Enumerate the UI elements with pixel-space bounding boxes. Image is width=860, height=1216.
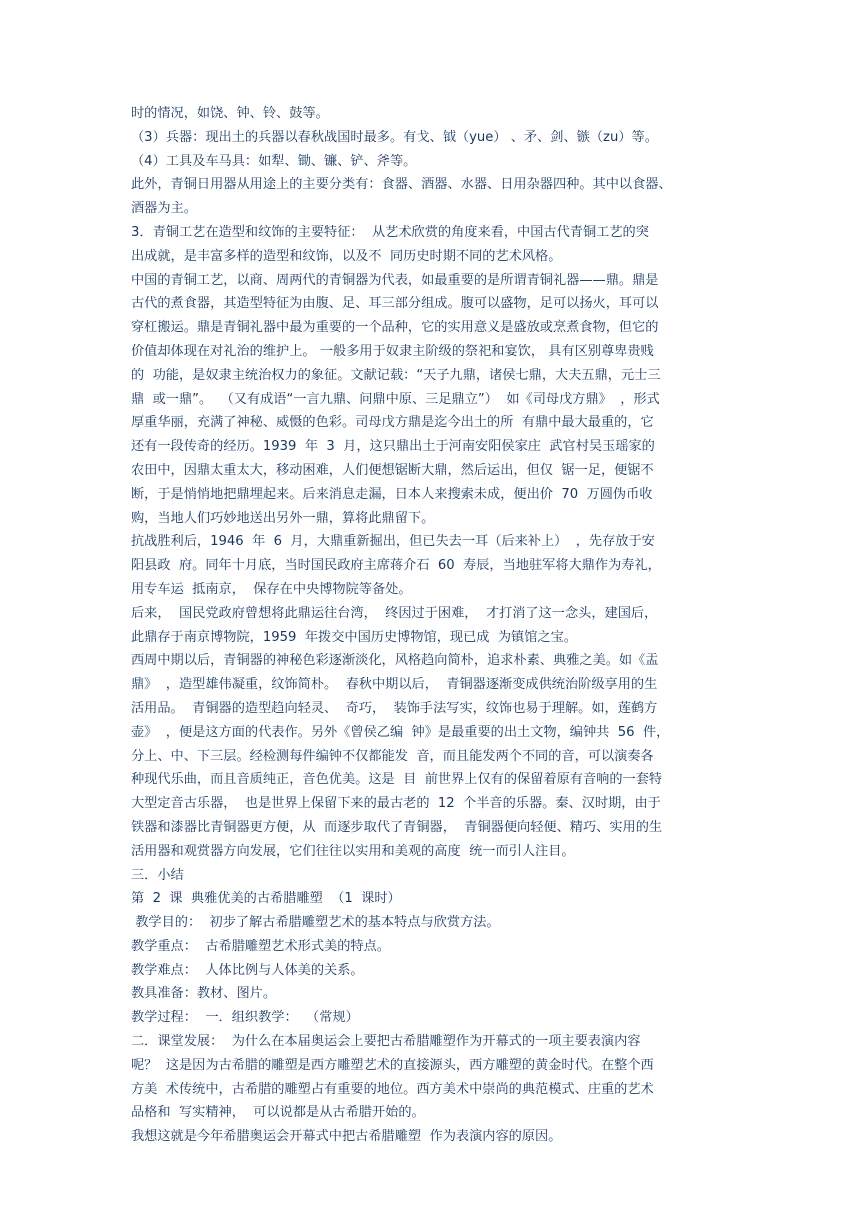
text-line: 种现代乐曲，而且音质纯正，音色优美。这是 目 前世界上仅有的保留着原有音响的一套特 (131, 772, 663, 788)
text-line: 活用器和观赏器方向发展，它们往往以实用和美观的高度 统一而引人注目。 (131, 843, 575, 859)
text-line: 的 功能，是奴隶主统治权力的象征。文献记载：“天子九鼎，诸侯七鼎，大夫五鼎，元士三 (131, 367, 661, 383)
text-line: 农田中，因鼎太重太大，移动困难，人们便想锯断大鼎，然后运出，但仅 锯一足，便锯不 (131, 462, 654, 478)
text-line: 此鼎存于南京博物院，1959 年拨交中国历史博物馆，现已成 为镇馆之宝。 (131, 629, 577, 645)
text-line: 西周中期以后，青铜器的神秘色彩逐渐淡化，风格趋向简朴，追求朴素、典雅之美。如《盂 (131, 653, 659, 669)
text-line: 分上、中、下三层。经检测每件编钟不仅都能发 音，而且能发两个不同的音，可以演奏各 (131, 748, 654, 764)
text-line: 方美 术传统中，古希腊的雕塑占有重要的地位。西方美术中崇尚的典范模式、庄重的艺术 (131, 1081, 654, 1097)
text-line: 断，于是悄悄地把鼎埋起来。后来消息走漏，日本人来搜索未成，便出价 70 万圆伪币收 (131, 486, 653, 502)
text-line: （3）兵器：现出土的兵器以春秋战国时最多。有戈、钺（yue） 、矛、剑、镞（zu）等。 (131, 129, 658, 145)
text-line: 阳县政 府。同年十月底，当时国民政府主席蒋介石 60 寿辰，当地驻军将大鼎作为寿礼， (131, 558, 661, 574)
text-line: 穿杠搬运。鼎是青铜礼器中最为重要的一个品种，它的实用意义是盛放或烹煮食物，但它的 (131, 320, 659, 336)
text-line: 壶》 ，便是这方面的代表作。另外《曾侯乙编 钟》是最重要的出土文物，编钟共 56 件， (131, 724, 670, 740)
text-line: 鼎 或一鼎”。 （又有成语“一言九鼎、问鼎中原、三足鼎立”） 如《司母戊方鼎》 ，形式 (131, 391, 660, 407)
text-line: 厚重华丽，充满了神秘、威慑的色彩。司母戊方鼎是迄今出土的所 有鼎中最大最重的，它 (131, 415, 654, 431)
text-line: 铁器和漆器比青铜器更方便，从 而逐步取代了青铜器， 青铜器便向轻便、精巧、实用的生 (131, 819, 663, 835)
lesson-title: 第 2 课 典雅优美的古希腊雕塑 （1 课时） (131, 891, 401, 907)
text-line: 酒器为主。 (131, 201, 197, 217)
text-line: 此外，青铜日用器从用途上的主要分类有：食器、酒器、水器、日用杂器四种。其中以食器、 (131, 177, 672, 193)
text-line: 价值却体现在对礼治的维护上。 一般多用于奴隶主阶级的祭祀和宴饮， 具有区别尊卑贵贱 (131, 343, 654, 359)
text-line: 大型定音古乐器， 也是世界上保留下来的最古老的 12 个半音的乐器。秦、汉时期，由于 (131, 796, 661, 812)
text-line: 教具准备：教材、图片。 (131, 986, 277, 1002)
text-line: 活用品。 青铜器的造型趋向轻灵、 奇巧， 装饰手法写实，纹饰也易于理解。如，莲鹤方 (131, 700, 658, 716)
section-heading: 三．小结 (131, 867, 184, 883)
text-line: 用专车运 抵南京， 保存在中央博物院等备处。 (131, 581, 412, 597)
text-line: 中国的青铜工艺，以商、周两代的青铜器为代表，如最重要的是所谓青铜礼器——鼎。鼎是 (131, 272, 659, 288)
text-line: （4）工具及车马具：如犁、锄、镰、铲、斧等。 (131, 153, 417, 169)
text-line: 鼎》 ，造型雄伟凝重，纹饰简朴。 春秋中期以后， 青铜器逐渐变成供统治阶级享用的生 (131, 677, 658, 693)
text-line: 后来， 国民党政府曾想将此鼎运往台湾， 终因过于困难， 才打消了这一念头，建国后， (131, 605, 658, 621)
text-line: 教学目的： 初步了解古希腊雕塑艺术的基本特点与欣赏方法。 (131, 915, 500, 931)
document-body (131, 102, 743, 1149)
text-line: 教学难点： 人体比例与人体美的关系。 (131, 962, 364, 978)
text-line: 时的情况，如饶、钟、铃、鼓等。 (131, 106, 329, 121)
text-line: 古代的煮食器，其造型特征为由腹、足、耳三部分组成。腹可以盛物，足可以扬火，耳可以 (131, 296, 659, 312)
text-line: 教学重点： 古希腊雕塑艺术形式美的特点。 (131, 938, 390, 954)
text-line: 我想这就是今年希腊奥运会开幕式中把古希腊雕塑 作为表演内容的原因。 (131, 1129, 562, 1145)
text-line: 教学过程： 一．组织教学： （常规） (131, 1010, 359, 1026)
text-line: 品格和 写实精神， 可以说都是从古希腊开始的。 (131, 1105, 425, 1121)
text-line: 二．课堂发展： 为什么在本届奥运会上要把古希腊雕塑作为开幕式的一项主要表演内容 (131, 1034, 641, 1050)
text-line: 3．青铜工艺在造型和纹饰的主要特征： 从艺术欣赏的角度来看，中国古代青铜工艺的突 (131, 224, 649, 240)
text-line: 购，当地人们巧妙地送出另外一鼎，算将此鼎留下。 (131, 510, 435, 526)
text-line: 还有一段传奇的经历。1939 年 3 月，这只鼎出土于河南安阳侯家庄 武官村吴玉瑶家的 (131, 439, 655, 455)
text-line: 出成就，是丰富多样的造型和纹饰，以及不 同历史时期不同的艺术风格。 (131, 248, 562, 264)
text-line: 呢？ 这是因为古希腊的雕塑是西方雕塑艺术的直接源头，西方雕塑的黄金时代。在整个西 (131, 1057, 654, 1073)
text-line: 抗战胜利后，1946 年 6 月，大鼎重新掘出，但已失去一耳（后来补上） ，先存放于安 (131, 534, 655, 550)
